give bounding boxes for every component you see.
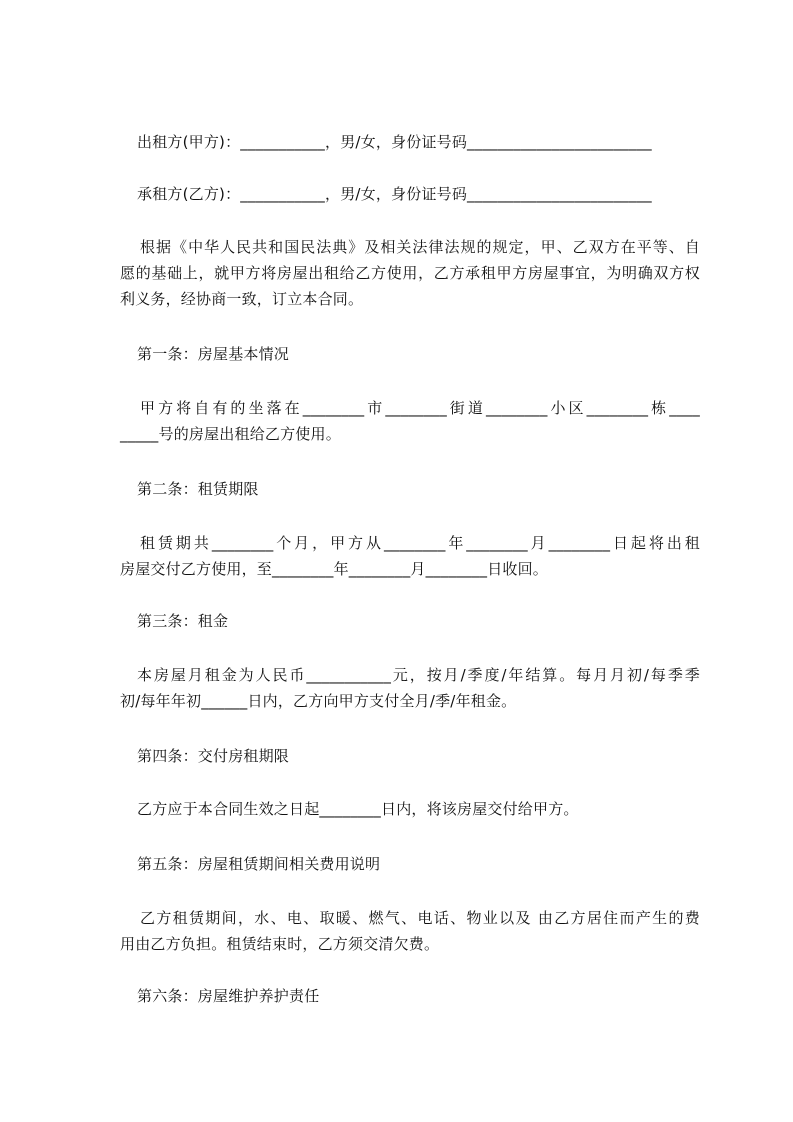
lessee-line: 承租方(乙方)：___________，男/女，身份证号码________________________ <box>137 185 652 203</box>
article-title: 第六条：房屋维护养护责任 <box>137 987 320 1005</box>
preamble-line: 根据《中华人民共和国民法典》及相关法律法规的规定，甲、乙双方在平等、自 <box>140 238 700 256</box>
article-body-line: 租赁期共________个月，甲方从________年________月________日起将出租 <box>140 534 700 552</box>
article-body-line: 本房屋月租金为人民币___________元，按月/季度/年结算。每月月初/每季季 <box>137 666 700 684</box>
article-body-line: _____号的房屋出租给乙方使用。 <box>120 425 341 443</box>
lessor-line: 出租方(甲方)：___________，男/女，身份证号码________________________ <box>137 133 652 151</box>
article-title: 第三条：租金 <box>137 612 229 630</box>
article-body-line: 房屋交付乙方使用，至________年________月________日收回。 <box>120 560 549 578</box>
article-body-line: 甲方将自有的坐落在________市________街道________小区________栋____ <box>140 399 700 417</box>
article-title: 第二条：租赁期限 <box>137 480 259 498</box>
article-body-line: 乙方应于本合同生效之日起________日内，将该房屋交付给甲方。 <box>137 800 579 818</box>
article-title: 第一条：房屋基本情况 <box>137 345 290 363</box>
preamble-line: 愿的基础上，就甲方将房屋出租给乙方使用，乙方承租甲方房屋事宜，为明确双方权 <box>120 264 700 282</box>
article-title: 第五条：房屋租赁期间相关费用说明 <box>137 855 381 873</box>
article-body-line: 乙方租赁期间，水、电、取暖、燃气、电话、物业以及 由乙方居住而产生的费 <box>140 909 700 927</box>
article-title: 第四条：交付房租期限 <box>137 747 290 765</box>
preamble-line: 利义务，经协商一致，订立本合同。 <box>120 290 364 308</box>
article-body-line: 用由乙方负担。租赁结束时，乙方须交清欠费。 <box>120 935 440 953</box>
article-body-line: 初/每年年初______日内，乙方向甲方支付全月/季/年租金。 <box>120 692 517 710</box>
